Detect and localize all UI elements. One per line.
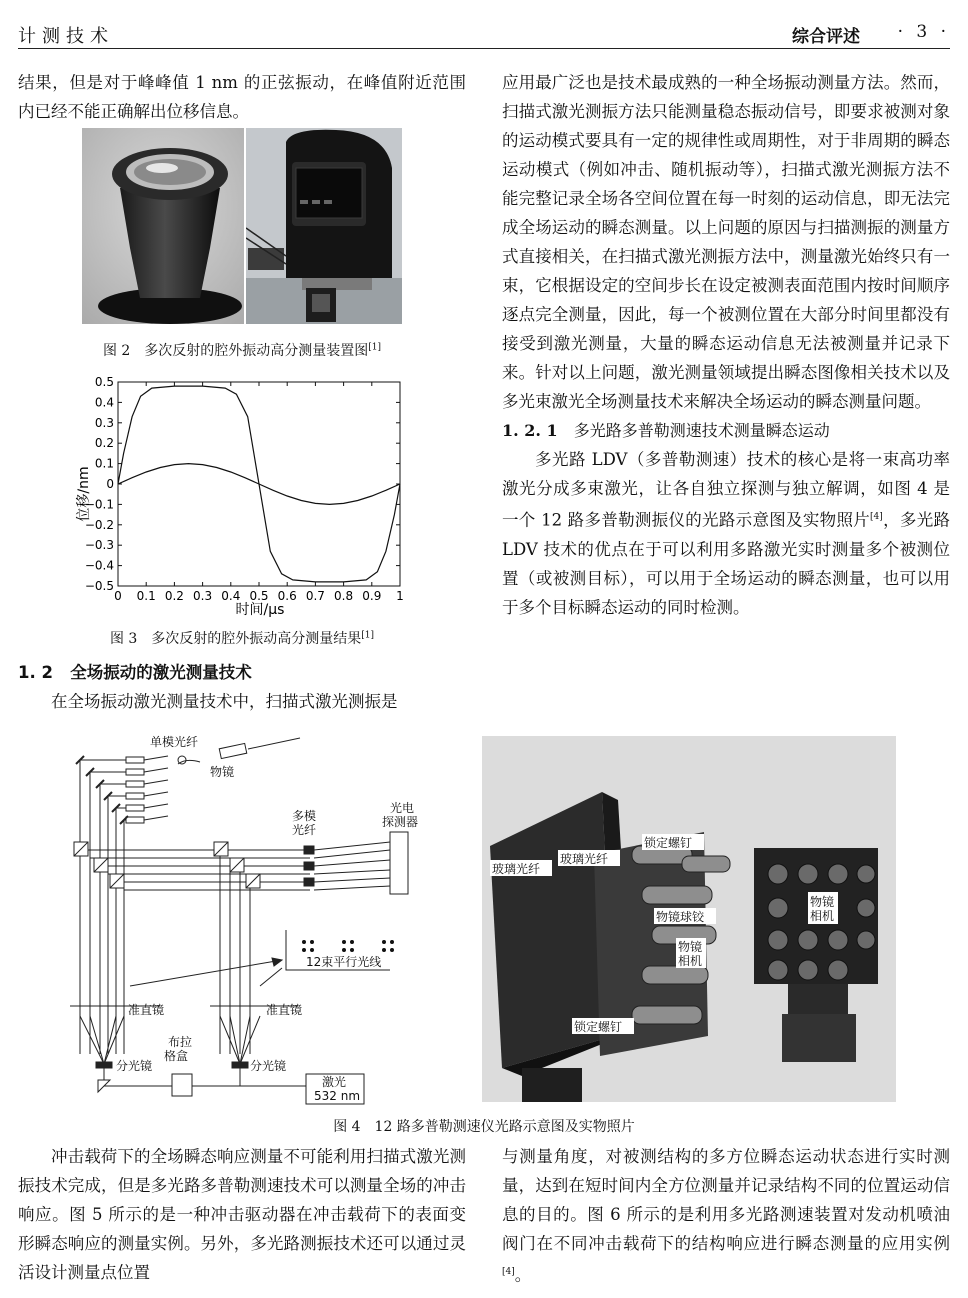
paragraph: 应用最广泛也是技术最成熟的一种全场振动测量方法。然而，扫描式激光测振方法只能测量稳态振动信号，即要求被测对象的运动模式要具有一定的规律性或周期性，对于非周期的瞬态运动模式（例如冲击、随机振动等），扫描式激光测振方法不能完整记录全场各空间位置在每一时刻的运动信息，即无法完成全场运动的瞬态测量。以上问题的原因与扫描测振的测量方式直接相关，在扫描式激光测振方法中，测量激光始终只有一束，它根据设定的空间步长在设定被测表面范围内按时间顺序逐点完全测量，因此，每一个被测位置在大部分时间里都没有接受到激光测量，大量的瞬态运动信息无法被测量并记录下来。针对以上问题，激光测量领域提出瞬态图像相关技术以及多光束激光全场测量技术来解决全场运动的瞬态测量问题。 — [502, 73, 950, 411]
photo-label-glass-fiber-2: 玻璃光纤 — [560, 852, 609, 866]
paragraph: 结果，但是对于峰峰值 1 nm 的正弦振动，在峰值附近范围内已经不能正确解出位移信息。 — [18, 73, 466, 121]
fiber-lead — [144, 792, 168, 796]
section-name: 综合评述 — [792, 27, 860, 47]
figure-4-schematic — [60, 724, 480, 1108]
y-axis-label: 位移/nm — [76, 466, 92, 522]
x-tick-label: 0.3 — [193, 589, 213, 603]
y-tick-label: 0.5 — [94, 375, 114, 389]
y-tick-label: 0.4 — [94, 395, 114, 410]
photo-label-objective-camera: 物镜 — [678, 940, 703, 954]
fiber-lead — [144, 780, 168, 784]
label-collimator-right: 准直镜 — [266, 1003, 303, 1017]
photo-label-glass-fiber: 玻璃光纤 — [492, 862, 541, 876]
fiber-collimator — [126, 769, 144, 775]
bottom-right-column — [502, 1142, 950, 1290]
figure-3-chart — [72, 372, 422, 618]
x-tick-label: 0.2 — [164, 589, 184, 603]
fiber-collimator — [126, 817, 144, 823]
figure-2-caption: 图 2 多次反射的腔外振动高分测量装置图[1] — [102, 342, 382, 359]
x-tick-label: 0.8 — [334, 589, 354, 603]
fiber-lead — [144, 768, 168, 772]
journal-name: 计测技术 — [18, 26, 114, 47]
y-tick-label: 0 — [106, 477, 114, 491]
page-number: · 3 · — [897, 22, 950, 42]
label-detector: 光电 — [390, 801, 415, 815]
label-single-fiber: 单模光纤 — [150, 735, 199, 749]
photo-label-lock-screw: 锁定螺钉 — [644, 836, 693, 850]
x-tick-label: 0.7 — [305, 589, 325, 603]
label-multi-fiber-2: 光纤 — [292, 823, 317, 837]
label-detector-2: 探测器 — [382, 815, 419, 829]
label-laser: 激光 — [322, 1075, 347, 1089]
fiber-lead — [144, 756, 168, 760]
x-tick-label: 0.6 — [277, 589, 297, 603]
label-objective: 物镜 — [210, 765, 235, 779]
label-laser-wavelength: 532 nm — [314, 1089, 361, 1103]
label-parallel-beams: 12束平行光线 — [306, 955, 382, 969]
paragraph: 在全场振动激光测量技术中，扫描式激光测振是 — [51, 692, 398, 711]
subsection-heading: 1. 2. 1 多光路多普勒测速技术测量瞬态运动 — [502, 421, 830, 440]
cavity-device-image — [82, 128, 244, 324]
y-tick-label: −0.2 — [84, 517, 114, 532]
photo-label-objective-ball: 物镜球铰 — [656, 910, 705, 924]
page-header — [18, 14, 950, 49]
measurement-setup-image — [246, 128, 402, 324]
y-tick-label: −0.1 — [84, 497, 114, 512]
y-tick-label: 0.1 — [94, 456, 114, 471]
y-tick-label: 0.3 — [94, 415, 114, 430]
right-column-top — [502, 68, 950, 622]
y-tick-label: −0.3 — [84, 538, 114, 553]
paragraph: 冲击载荷下的全场瞬态响应测量不可能利用扫描式激光测振技术完成，但是多光路多普勒测速技术可以测量全场的冲击响应。图 5 所示的是一种冲击驱动器在冲击载荷下的表面变形瞬态响应的测量实例。另外，多光路测振技术还可以通过灵活设计测量点位置 — [18, 1147, 466, 1282]
figure-4-caption: 图 4 12 路多普勒测速仪光路示意图及实物照片 — [333, 1119, 635, 1135]
laser-doppler-device-photo — [482, 736, 896, 1102]
label-splitter-right: 分光镜 — [250, 1059, 287, 1073]
paragraph: 与测量角度，对被测结构的多方位瞬态运动状态进行实时测量，达到在短时间内全方位测量并记录结构不同的位置运动信息的目的。图 6 所示的是利用多光路测速装置对发动机喷油阀门在不同冲击载荷下的结构响应进行瞬态测量的应用实例[4]。 — [502, 1147, 950, 1285]
photo-label-camera-right-2: 相机 — [810, 909, 835, 923]
left-column-top — [18, 68, 466, 126]
photo-label-camera-right: 物镜 — [810, 895, 835, 909]
y-tick-label: −0.4 — [84, 558, 114, 573]
bottom-left-column — [18, 1142, 466, 1287]
figure-2-photo-right — [246, 128, 402, 324]
figure-2-photo-left — [82, 128, 244, 324]
fiber-collimator — [126, 793, 144, 799]
left-column-section — [18, 658, 466, 716]
figure-3-caption: 图 3 多次反射的腔外振动高分测量结果[1] — [109, 630, 375, 647]
chart-series — [118, 386, 400, 582]
fiber-lead — [144, 804, 168, 808]
x-tick-label: 0.9 — [362, 589, 382, 603]
label-splitter-left: 分光镜 — [116, 1059, 153, 1073]
fiber-collimator — [126, 757, 144, 763]
photo-label-lock-screw-bottom: 锁定螺钉 — [574, 1020, 623, 1034]
label-multi-fiber: 多模 — [292, 809, 317, 823]
section-heading: 1. 2 全场振动的激光测量技术 — [18, 663, 252, 682]
label-collimator-left: 准直镜 — [128, 1003, 165, 1017]
x-tick-label: 1 — [396, 589, 404, 603]
fiber-lead — [144, 816, 168, 820]
series-line-2 — [118, 464, 400, 505]
paragraph: 多光路 LDV（多普勒测速）技术的核心是将一束高功率激光分成多束激光，让各自独立探测与独立解调，如图 4 是一个 12 路多普勒测振仪的光路示意图及实物照片[4]，多光路 LDV 技术的优点在于可以利用多路激光实时测量多个被测位置（或被测目标），可以用于全场运动的瞬态测量，也可以用于多个目标瞬态运动的同时检测。 — [502, 450, 950, 617]
x-axis-label: 时间/μs — [235, 602, 285, 618]
x-tick-label: 0.4 — [221, 589, 241, 603]
x-tick-label: 0.1 — [136, 589, 156, 603]
fiber-collimator — [126, 805, 144, 811]
fiber-collimator — [126, 781, 144, 787]
photo-label-objective-camera-2: 相机 — [678, 954, 703, 968]
label-bragg: 布拉 — [168, 1035, 193, 1049]
label-bragg-2: 格盒 — [164, 1049, 189, 1063]
x-tick-label: 0 — [114, 589, 122, 603]
x-tick-label: 0.5 — [249, 589, 269, 603]
y-tick-label: −0.5 — [84, 579, 114, 593]
figure-4-photo — [482, 736, 896, 1102]
y-tick-label: 0.2 — [94, 436, 114, 451]
